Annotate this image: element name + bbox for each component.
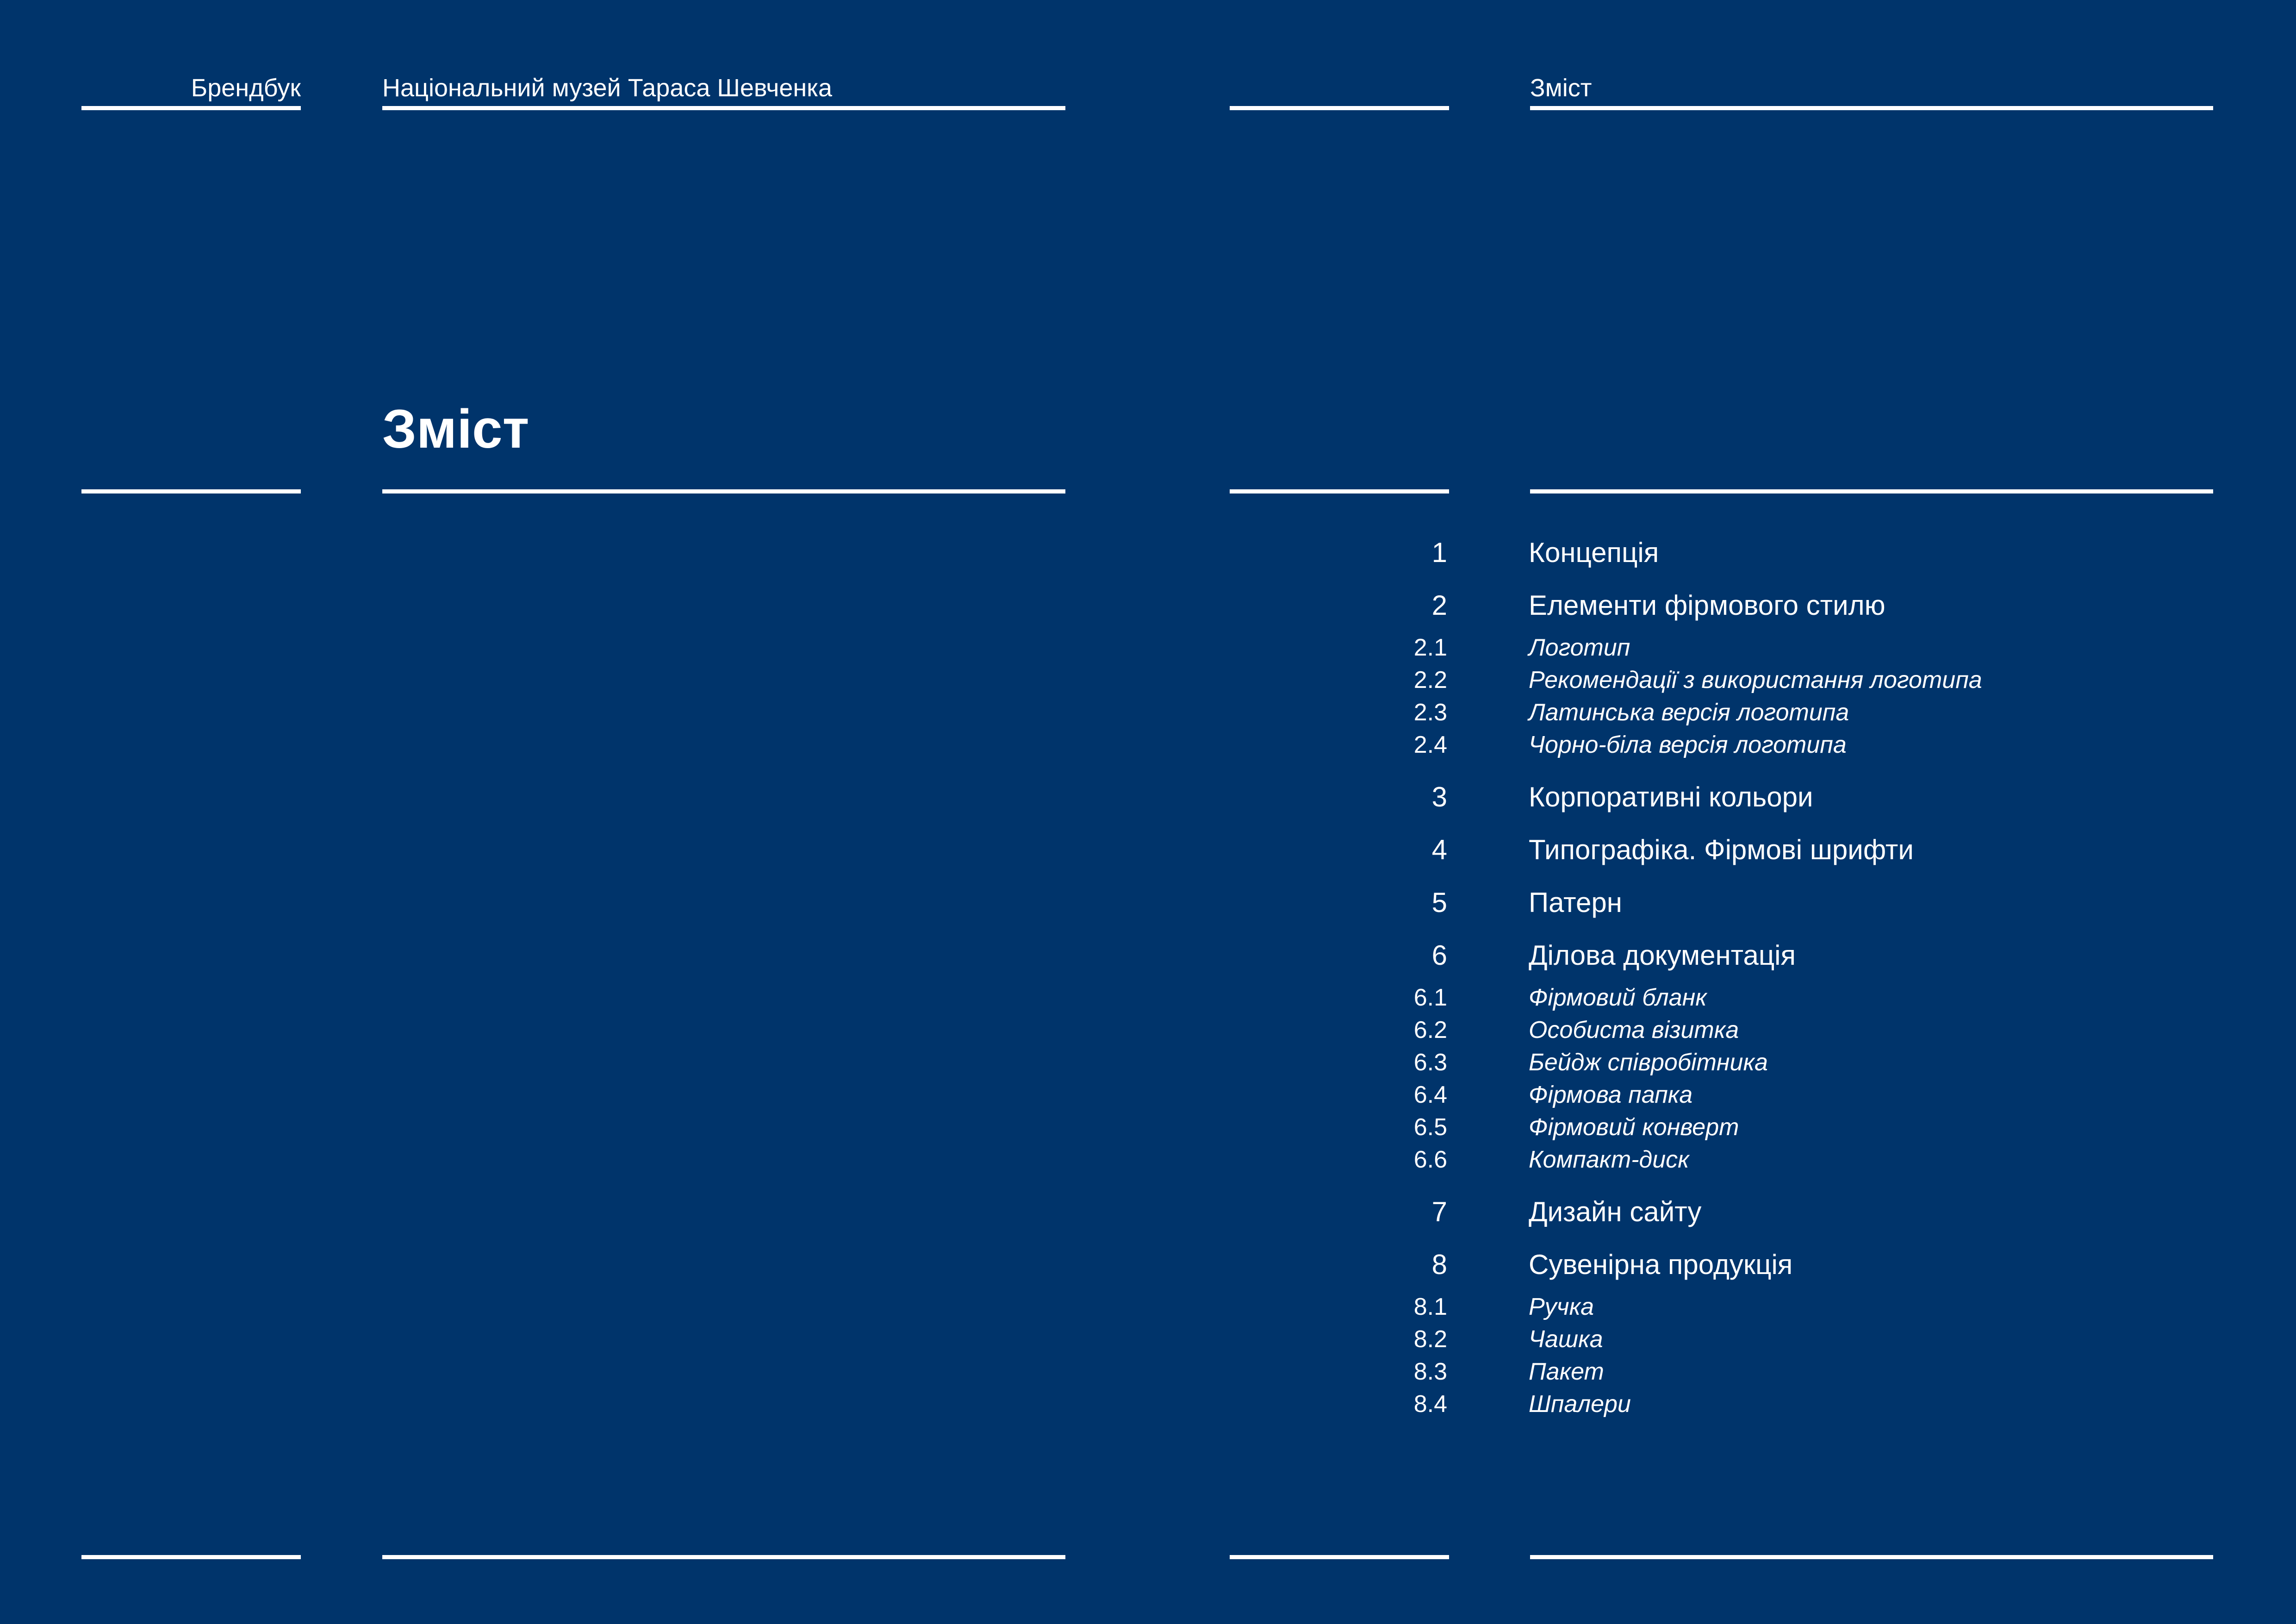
table-of-contents <box>1230 536 2206 1440</box>
header-contents-label: Зміст <box>1530 74 1592 102</box>
mid-rule-left-margin <box>81 489 301 493</box>
toc-entry-title: Корпоративні кольори <box>1529 781 1813 812</box>
toc-subentry <box>1230 696 2206 729</box>
toc-subentry-number: 8.4 <box>1413 1391 1447 1418</box>
toc-entry-number: 5 <box>1431 887 1447 918</box>
top-rule-right-margin <box>1230 106 1449 110</box>
toc-entry <box>1230 536 2206 569</box>
toc-subentry-number: 2.1 <box>1413 634 1447 661</box>
toc-subentry-title: Логотип <box>1529 634 1630 661</box>
toc-subentry <box>1230 981 2206 1014</box>
toc-section <box>1230 781 2206 814</box>
toc-subentry-title: Рекомендації з використання логотипа <box>1529 667 1982 693</box>
toc-entry <box>1230 886 2206 919</box>
toc-subentry-number: 6.6 <box>1413 1146 1447 1173</box>
toc-subentry-number: 6.2 <box>1413 1017 1447 1043</box>
toc-subentry <box>1230 1323 2206 1355</box>
toc-subentry-title: Фірмовий конверт <box>1529 1114 1739 1141</box>
toc-subentry-number: 8.3 <box>1413 1358 1447 1385</box>
toc-entry-title: Елементи фірмового стилю <box>1529 590 1885 621</box>
mid-rule-left-main <box>382 489 1065 493</box>
toc-entry <box>1230 1195 2206 1229</box>
toc-subentry-number: 8.1 <box>1413 1293 1447 1320</box>
toc-subentry-title: Особиста візитка <box>1529 1017 1739 1043</box>
toc-section <box>1230 886 2206 919</box>
top-rule-right-main <box>1530 106 2213 110</box>
bottom-rule-left-margin <box>81 1555 301 1559</box>
toc-entry-title: Сувенірна продукція <box>1529 1249 1793 1280</box>
toc-subentry-number: 2.2 <box>1413 667 1447 693</box>
toc-subentry-number: 6.4 <box>1413 1081 1447 1108</box>
toc-entry <box>1230 939 2206 972</box>
toc-subentry <box>1230 631 2206 664</box>
top-rule-left-margin <box>81 106 301 110</box>
toc-entry-number: 8 <box>1431 1249 1447 1280</box>
toc-section <box>1230 939 2206 1176</box>
toc-entry-number: 7 <box>1431 1196 1447 1227</box>
toc-subentry-number: 2.3 <box>1413 699 1447 726</box>
toc-subentry <box>1230 1355 2206 1388</box>
toc-subentry-title: Шпалери <box>1529 1391 1631 1418</box>
toc-subentry-title: Фірмовий бланк <box>1529 984 1707 1011</box>
page-title: Зміст <box>382 399 529 460</box>
toc-subentry-title: Пакет <box>1529 1358 1604 1385</box>
toc-subentry <box>1230 664 2206 696</box>
toc-subentry-number: 6.5 <box>1413 1114 1447 1141</box>
mid-rule-right-main <box>1530 489 2213 493</box>
toc-entry-number: 2 <box>1431 590 1447 621</box>
toc-subentry-title: Чорно-біла версія логотипа <box>1529 731 1847 758</box>
toc-entry-number: 1 <box>1431 537 1447 568</box>
bottom-rule-right-main <box>1530 1555 2213 1559</box>
toc-section <box>1230 833 2206 867</box>
bottom-rule-left-main <box>382 1555 1065 1559</box>
toc-entry-title: Концепція <box>1529 537 1659 568</box>
toc-subentry-title: Ручка <box>1529 1293 1594 1320</box>
toc-entry <box>1230 589 2206 622</box>
toc-entry-number: 6 <box>1431 940 1447 971</box>
toc-entry-title: Ділова документація <box>1529 940 1796 971</box>
toc-section <box>1230 1195 2206 1229</box>
header-brandbook-label: Брендбук <box>191 74 301 102</box>
mid-rule-right-margin <box>1230 489 1449 493</box>
toc-subentry-number: 6.3 <box>1413 1049 1447 1076</box>
toc-section <box>1230 536 2206 569</box>
toc-subentry-title: Латинська версія логотипа <box>1529 699 1849 726</box>
toc-entry-number: 4 <box>1431 834 1447 865</box>
top-rule-left-main <box>382 106 1065 110</box>
toc-subentry <box>1230 1079 2206 1111</box>
toc-subentry <box>1230 1291 2206 1323</box>
toc-entry <box>1230 1248 2206 1281</box>
toc-subentry <box>1230 1046 2206 1079</box>
toc-subentry <box>1230 1143 2206 1176</box>
toc-entry-number: 3 <box>1431 781 1447 812</box>
toc-entry-title: Типографіка. Фірмові шрифти <box>1529 834 1914 865</box>
toc-entry <box>1230 781 2206 814</box>
toc-subentry <box>1230 1111 2206 1143</box>
toc-subentry-number: 2.4 <box>1413 731 1447 758</box>
toc-subentry-number: 8.2 <box>1413 1326 1447 1353</box>
toc-subentry <box>1230 729 2206 761</box>
toc-section <box>1230 589 2206 761</box>
toc-subentry-title: Компакт-диск <box>1529 1146 1689 1173</box>
toc-subentry-number: 6.1 <box>1413 984 1447 1011</box>
toc-entry-title: Дизайн сайту <box>1529 1196 1702 1227</box>
toc-subentry-title: Бейдж співробітника <box>1529 1049 1768 1076</box>
toc-subentry <box>1230 1014 2206 1046</box>
toc-entry <box>1230 833 2206 867</box>
toc-section <box>1230 1248 2206 1420</box>
bottom-rule-right-margin <box>1230 1555 1449 1559</box>
toc-subentry-title: Чашка <box>1529 1326 1603 1353</box>
toc-subentry <box>1230 1388 2206 1420</box>
toc-subentry-title: Фірмова папка <box>1529 1081 1693 1108</box>
toc-entry-title: Патерн <box>1529 887 1622 918</box>
header-museum-name: Національний музей Тараса Шевченка <box>382 74 833 102</box>
